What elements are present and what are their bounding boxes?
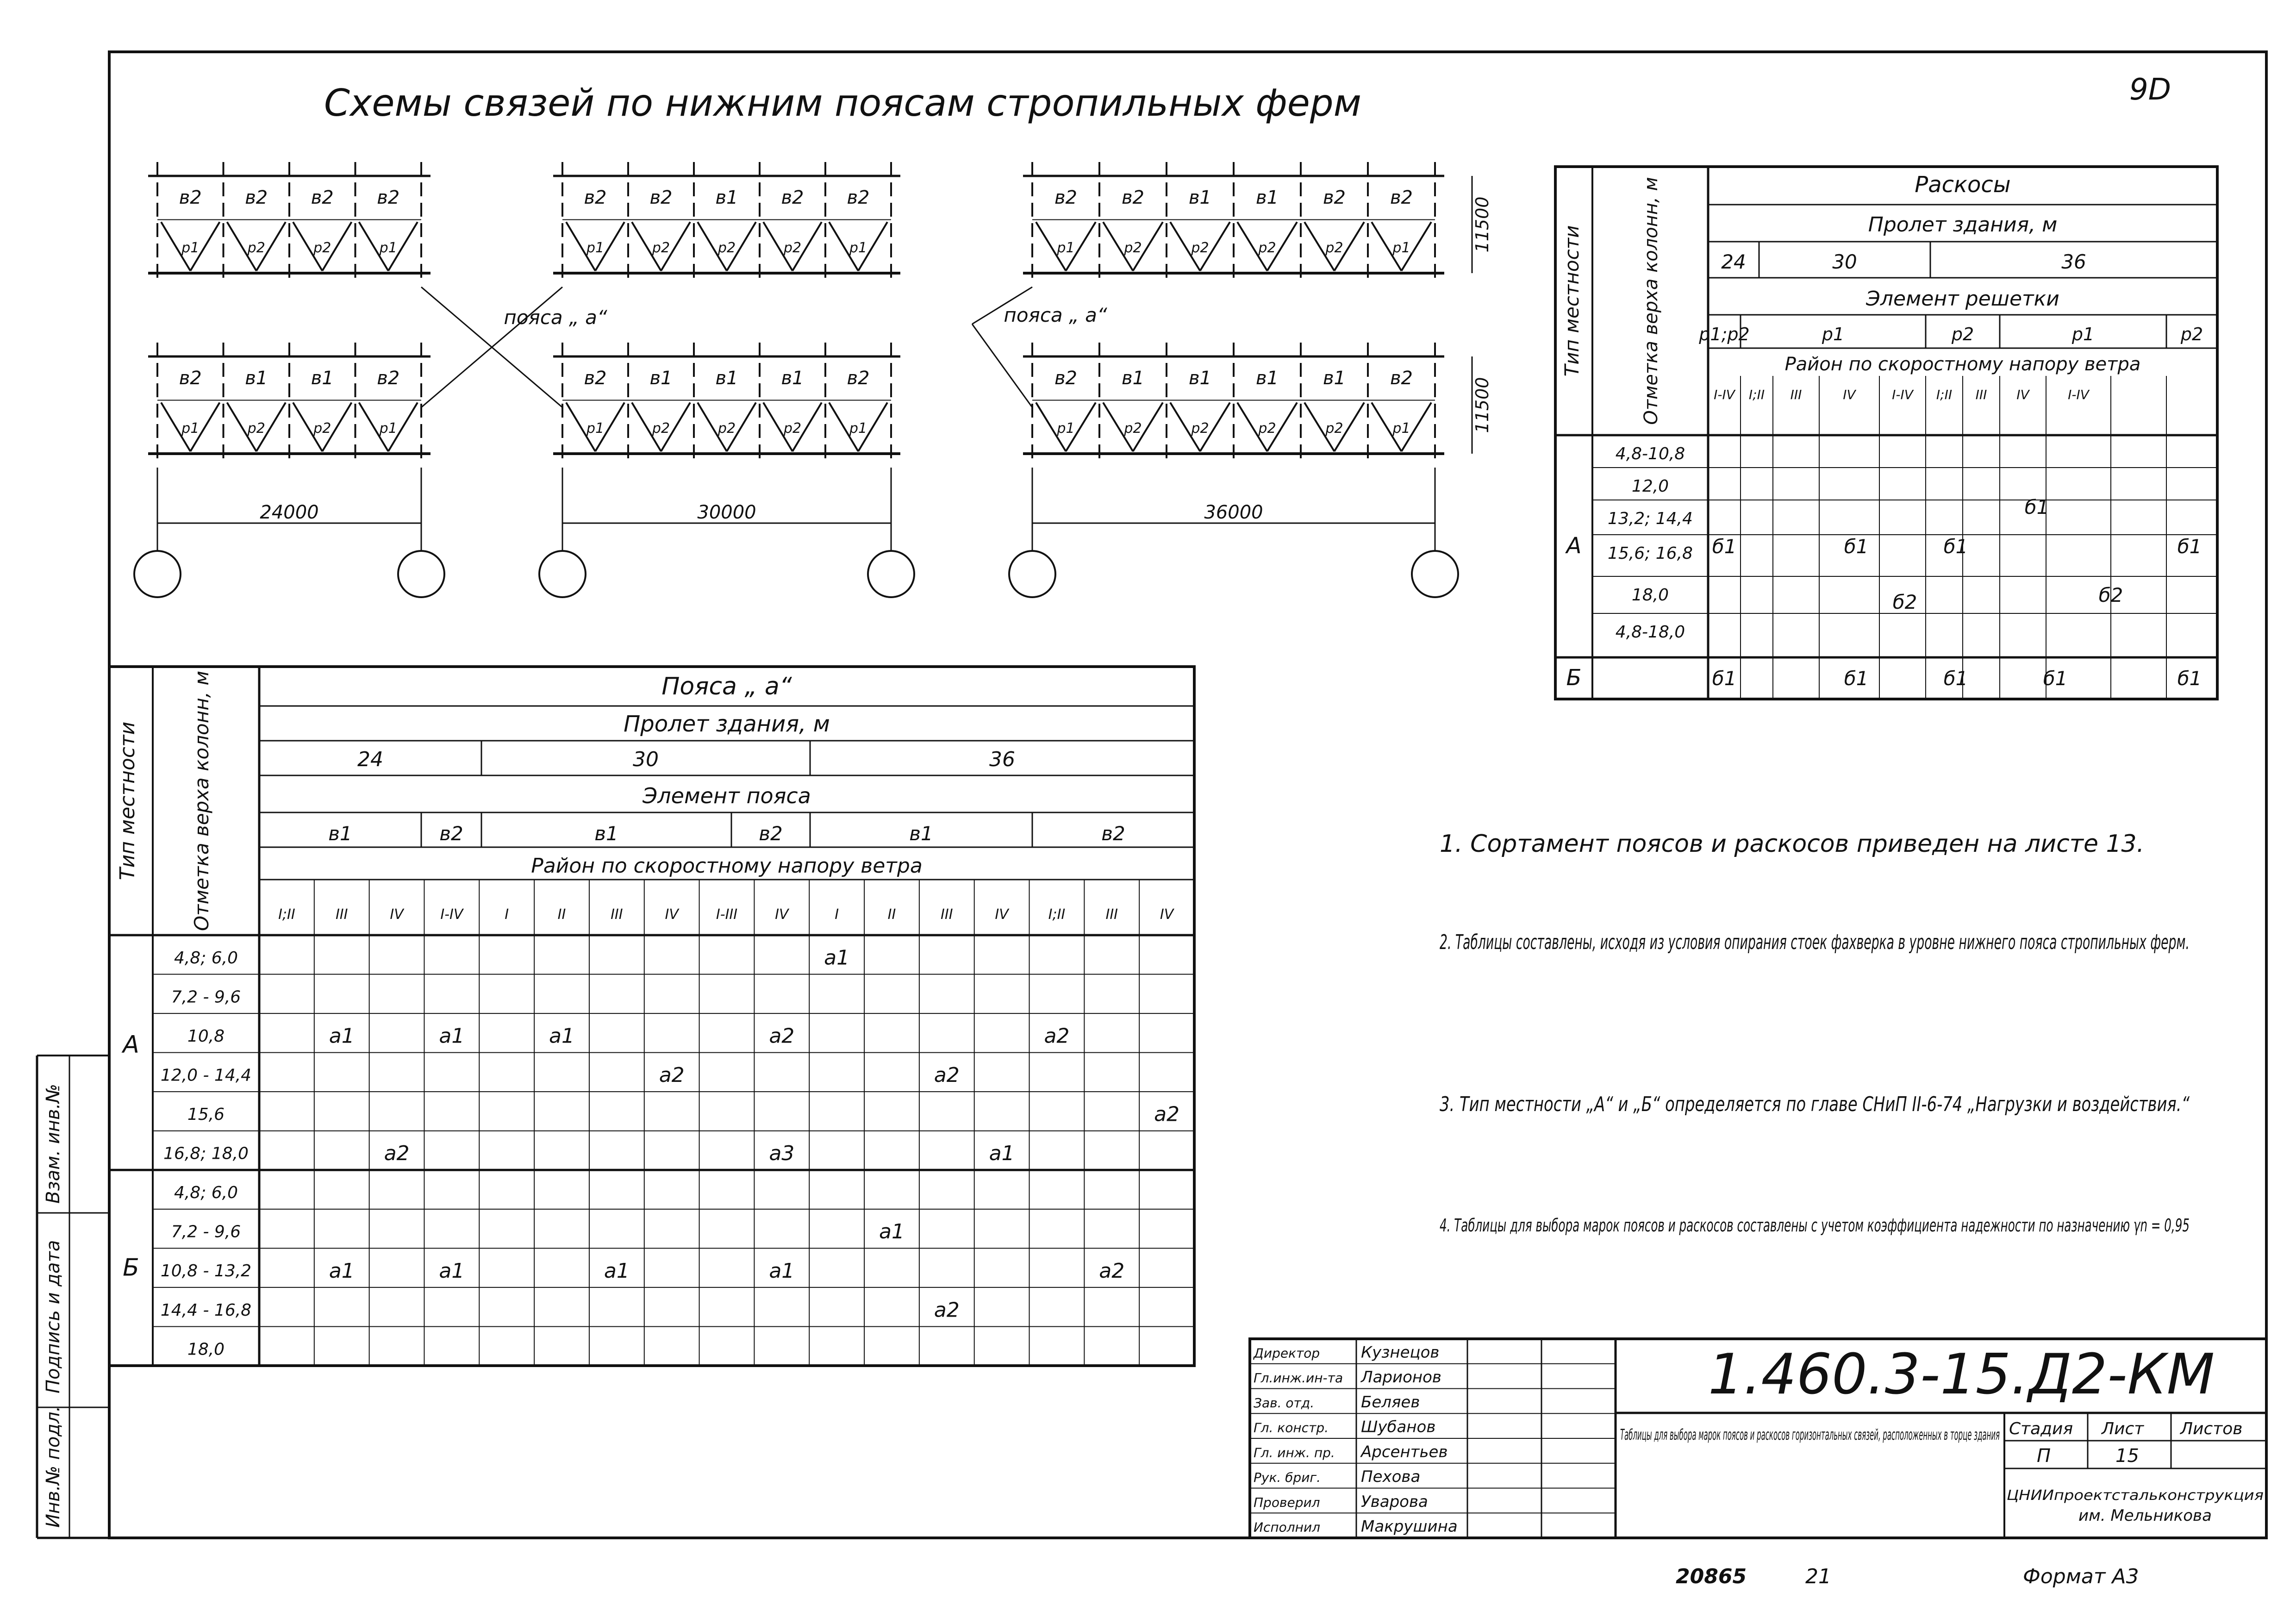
role-label: Директор: [1254, 1345, 1320, 1361]
braces-row-mark: 4,8-18,0: [1615, 623, 1685, 642]
role-label: Гл. констр.: [1254, 1420, 1329, 1436]
belts-cell: а1: [769, 1259, 795, 1283]
belts-header-element: Элемент пояса: [643, 783, 811, 808]
belts-cell: а2: [769, 1024, 795, 1048]
chord-mark: в1: [245, 368, 268, 389]
belts-region: I;II: [278, 906, 295, 923]
vertical-dimension: 11500: [1472, 196, 1492, 253]
braces-type-A: А: [1566, 533, 1582, 559]
diagonal-mark: р1: [181, 240, 200, 256]
column-axis-marker: [1412, 551, 1458, 597]
braces-cell: б1: [1943, 667, 1968, 690]
diagonal-mark: р2: [313, 420, 331, 437]
braces-cell: б1: [1712, 667, 1737, 690]
span-30: 30: [1832, 250, 1857, 273]
belts-row-mark: 15,6: [187, 1105, 225, 1124]
belts-cell: а1: [879, 1220, 905, 1244]
belts-cell: а1: [604, 1259, 630, 1283]
organization: ЦНИИпроектстальконструкция: [2007, 1487, 2264, 1504]
diagonal-mark: р1: [849, 240, 867, 256]
belts-cell: а1: [989, 1142, 1015, 1166]
chord-mark: в2: [377, 187, 400, 208]
diagonal-mark: р1: [586, 240, 605, 256]
role-label: Проверил: [1254, 1494, 1320, 1510]
diagonal-mark: р2: [1191, 240, 1209, 256]
diagonal-mark: р1: [1392, 420, 1410, 437]
diagonal-mark: р2: [1191, 420, 1209, 437]
diagonal-mark: р2: [652, 420, 670, 437]
vertical-dimension: 11500: [1472, 377, 1492, 433]
chord-mark: в2: [1054, 187, 1078, 208]
belts-row-mark: 16,8; 18,0: [163, 1144, 249, 1163]
braces-header-main: Раскосы: [1915, 172, 2011, 198]
braces-cell: б1: [2043, 667, 2068, 690]
scheme-1: [134, 162, 444, 597]
belts-element: в1: [328, 822, 352, 845]
chord-mark: в2: [781, 187, 804, 208]
stage-value: П: [2037, 1445, 2051, 1467]
braces-element: р1: [2071, 324, 2095, 344]
span-24: 24: [1721, 250, 1746, 273]
diagonal-mark: р1: [1392, 240, 1410, 256]
page-title: Схемы связей по нижним поясам стропильных ферм: [324, 81, 1361, 125]
belt-callout-1: пояса „ а“: [504, 306, 607, 329]
braces-header-region: Район по скоростному напору ветра: [1784, 354, 2141, 375]
belts-cell: а1: [824, 946, 850, 970]
belts-cell: а1: [549, 1024, 575, 1048]
belts-row-mark: 4,8; 6,0: [174, 1183, 238, 1203]
belts-region: I: [835, 906, 839, 923]
span-label: 30000: [697, 502, 756, 523]
braces-region: IV: [2016, 387, 2029, 402]
note-3: 3. Тип местности „А“ и „Б“ определяется по главе СНиП II-6-74 „Нагрузки и воздействия.“: [1440, 1093, 2190, 1116]
braces-region: I;II: [1936, 387, 1953, 402]
diagonal-mark: р2: [783, 420, 802, 437]
belts-region: I;II: [1048, 906, 1066, 923]
braces-row-mark: 4,8-10,8: [1615, 444, 1685, 463]
diagonal-mark: р2: [1258, 420, 1276, 437]
scheme-3: [1009, 162, 1458, 597]
chord-mark: в2: [1390, 368, 1413, 389]
belts-header-span: Пролет здания, м: [624, 711, 830, 737]
belts-row-mark: 10,8: [187, 1026, 225, 1046]
belts-cell: а2: [934, 1063, 960, 1087]
braces-cell: б2: [2098, 584, 2123, 606]
belts-region: I-IV: [440, 906, 463, 923]
belts-cell: а2: [384, 1142, 410, 1166]
braces-cell: б1: [1943, 535, 1968, 558]
belts-row-mark: 7,2 - 9,6: [171, 987, 241, 1007]
diagonal-mark: р2: [313, 240, 331, 256]
chord-mark: в2: [847, 368, 870, 389]
braces-type-B: Б: [1566, 665, 1582, 691]
drawing-code: 1.460.3-15.Д2-КМ: [1708, 1343, 2215, 1407]
belts-header-main: Пояса „ а“: [661, 673, 792, 700]
belts-cell: а1: [439, 1024, 465, 1048]
belts-cell: а1: [439, 1259, 465, 1283]
braces-cell: б1: [2177, 535, 2202, 558]
name-label: Ларионов: [1361, 1368, 1441, 1387]
belts-cell: а2: [1099, 1259, 1125, 1283]
belts-row-mark: 12,0 - 14,4: [160, 1066, 252, 1085]
diagonal-mark: р1: [379, 420, 397, 437]
belts-element: в2: [759, 822, 783, 845]
name-label: Беляев: [1361, 1393, 1420, 1412]
chord-mark: в2: [311, 187, 334, 208]
braces-table: [1555, 167, 2217, 699]
role-label: Рук. бриг.: [1254, 1470, 1321, 1486]
name-label: Арсентьев: [1361, 1443, 1448, 1462]
sheet-frame: [109, 52, 2266, 1538]
role-label: Зав. отд.: [1254, 1395, 1315, 1411]
name-label: Шубанов: [1361, 1418, 1436, 1437]
belts-header-region: Район по скоростному напору ветра: [531, 854, 923, 878]
chord-mark: в2: [179, 187, 202, 208]
diagonal-mark: р2: [1124, 240, 1142, 256]
name-label: Макрушина: [1361, 1517, 1458, 1536]
diagonal-mark: р2: [247, 240, 265, 256]
braces-element: р2: [1951, 324, 1974, 344]
braces-element: р1: [1822, 324, 1845, 344]
belts-region: IV: [665, 906, 679, 923]
chord-mark: в1: [1188, 368, 1212, 389]
sheet-value: 15: [2115, 1445, 2139, 1467]
braces-region: IV: [1843, 387, 1856, 402]
chord-mark: в1: [1255, 187, 1279, 208]
stage-label: Стадия: [2009, 1419, 2073, 1438]
organization-sub: им. Мельникова: [2078, 1506, 2212, 1525]
belts-element: в1: [909, 822, 933, 845]
title-block: [1250, 1339, 2266, 1588]
diagonal-mark: р2: [247, 420, 265, 437]
braces-element: р1;р2: [1699, 324, 1750, 344]
column-axis-marker: [398, 551, 444, 597]
notes: [1440, 830, 2190, 1236]
sheet-label: Лист: [2102, 1419, 2144, 1438]
belts-cell: а2: [659, 1063, 685, 1087]
belts-row-mark: 7,2 - 9,6: [171, 1222, 241, 1242]
span-30: 30: [633, 748, 659, 771]
belts-region: IV: [390, 906, 404, 923]
belts-region: II: [887, 906, 896, 923]
belts-region: IV: [995, 906, 1009, 923]
diagonal-mark: р2: [718, 240, 736, 256]
braces-cell: б1: [2177, 667, 2202, 690]
belts-region: III: [335, 906, 348, 923]
braces-region: I-IV: [1892, 387, 1913, 402]
belts-head-mark: Отметка верха колонн, м: [190, 670, 213, 931]
belts-row-mark: 4,8; 6,0: [174, 948, 238, 968]
braces-cell: б1: [1844, 667, 1869, 690]
diagonal-mark: р2: [1325, 240, 1343, 256]
belts-element: в2: [1101, 822, 1125, 845]
belts-region: I-III: [716, 906, 738, 923]
name-label: Уварова: [1361, 1492, 1428, 1511]
braces-row-mark: 18,0: [1631, 586, 1669, 605]
name-label: Пехова: [1361, 1468, 1421, 1487]
braces-region: I-IV: [1714, 387, 1735, 402]
braces-element: р2: [2180, 324, 2203, 344]
diagonal-mark: р1: [849, 420, 867, 437]
chord-mark: в2: [377, 368, 400, 389]
braces-head-mark: Отметка верха колонн, м: [1641, 177, 1662, 425]
page-number: 21: [1805, 1565, 1831, 1588]
chord-mark: в2: [1054, 368, 1078, 389]
chord-mark: в1: [1188, 187, 1212, 208]
belts-region: IV: [775, 906, 789, 923]
diagonal-mark: р2: [1258, 240, 1276, 256]
span-label: 36000: [1204, 502, 1263, 523]
span-36: 36: [989, 748, 1015, 771]
bracing-schemes: [134, 162, 1492, 597]
belts-cell: а1: [329, 1024, 355, 1048]
belts-cell: а1: [329, 1259, 355, 1283]
belts-element: в1: [594, 822, 618, 845]
belts-cell: а2: [1044, 1024, 1070, 1048]
span-36: 36: [2061, 250, 2086, 273]
chord-mark: в1: [1121, 368, 1145, 389]
note-2: 2. Таблицы составлены, исходя из условия опирания стоек фахверка в уровне нижнего пояса стропильных ферм.: [1440, 931, 2190, 954]
note-1: 1. Сортамент поясов и раскосов приведен на листе 13.: [1440, 830, 2145, 858]
diagonal-mark: р2: [783, 240, 802, 256]
chord-mark: в2: [584, 187, 607, 208]
role-label: Гл. инж. пр.: [1254, 1445, 1335, 1461]
belts-head-type: Тип местности: [116, 721, 139, 881]
chord-mark: в1: [781, 368, 804, 389]
chord-mark: в2: [649, 187, 673, 208]
diagonal-mark: р1: [586, 420, 605, 437]
drawing-description: Таблицы для выбора марок поясов и раскосов горизонтальных связей, расположенных в торце здания: [1620, 1426, 2000, 1443]
inventory-number: 20865: [1676, 1565, 1747, 1588]
chord-mark: в2: [847, 187, 870, 208]
belts-cell: а3: [769, 1142, 795, 1166]
chord-mark: в2: [179, 368, 202, 389]
belts-row-mark: 14,4 - 16,8: [160, 1300, 252, 1320]
chord-mark: в1: [649, 368, 673, 389]
braces-region: III: [1790, 387, 1802, 402]
braces-head-type: Тип местности: [1560, 225, 1583, 377]
belts-cell: а2: [934, 1298, 960, 1322]
belts-table: [109, 667, 1194, 1366]
braces-region: I-IV: [2068, 387, 2089, 402]
belts-region: III: [611, 906, 623, 923]
chord-mark: в1: [1255, 368, 1279, 389]
column-axis-marker: [868, 551, 914, 597]
chord-mark: в1: [1323, 368, 1346, 389]
diagonal-mark: р2: [1124, 420, 1142, 437]
braces-region: I;II: [1748, 387, 1765, 402]
braces-row-mark: 12,0: [1631, 477, 1669, 496]
belts-region: III: [1105, 906, 1118, 923]
column-axis-marker: [539, 551, 586, 597]
role-label: Исполнил: [1254, 1519, 1321, 1535]
chord-mark: в1: [715, 187, 738, 208]
diagonal-mark: р2: [1325, 420, 1343, 437]
belts-table-frame: [109, 667, 1194, 1366]
belts-region: III: [941, 906, 953, 923]
belt-callout-2: пояса „ а“: [1004, 304, 1107, 326]
braces-cell: б1: [1712, 535, 1737, 558]
span-24: 24: [357, 748, 383, 771]
belts-type-B: Б: [123, 1254, 139, 1282]
role-label: Гл.инж.ин-та: [1254, 1370, 1343, 1386]
chord-mark: в2: [245, 187, 268, 208]
format-label: Формат А3: [2023, 1565, 2139, 1588]
scheme-2: [539, 162, 914, 597]
belts-row-mark: 10,8 - 13,2: [160, 1262, 252, 1281]
diagonal-mark: р1: [1057, 240, 1075, 256]
chord-mark: в2: [1323, 187, 1346, 208]
note-4: 4. Таблицы для выбора марок поясов и раскосов составлены с учетом коэффициента надежности по назначению γn = 0,95: [1440, 1215, 2190, 1236]
column-axis-marker: [1009, 551, 1055, 597]
braces-header-element: Элемент решетки: [1866, 287, 2059, 311]
diagonal-mark: р2: [718, 420, 736, 437]
diagonal-mark: р1: [379, 240, 397, 256]
chord-mark: в1: [715, 368, 738, 389]
diagonal-mark: р1: [1057, 420, 1075, 437]
belt-connector: [972, 324, 1032, 407]
belts-region: I: [505, 906, 509, 923]
chord-mark: в2: [1390, 187, 1413, 208]
corner-mark: 9D: [2129, 73, 2171, 107]
braces-row-mark: 15,6; 16,8: [1608, 544, 1693, 563]
belts-cell: а2: [1154, 1102, 1180, 1126]
braces-header-span: Пролет здания, м: [1868, 213, 2058, 237]
column-axis-marker: [134, 551, 181, 597]
braces-cell: б1: [1844, 535, 1869, 558]
braces-region: III: [1975, 387, 1987, 402]
name-label: Кузнецов: [1361, 1343, 1440, 1362]
chord-mark: в2: [1121, 187, 1145, 208]
sheets-label: Листов: [2180, 1419, 2243, 1438]
braces-cell: б2: [1892, 591, 1917, 613]
diagonal-mark: р1: [181, 420, 200, 437]
chord-mark: в2: [584, 368, 607, 389]
diagonal-mark: р2: [652, 240, 670, 256]
belts-element: в2: [439, 822, 463, 845]
span-label: 24000: [260, 502, 319, 523]
side-stamp-1: Инв.№ подл.: [43, 1405, 64, 1528]
belts-region: II: [557, 906, 566, 923]
belts-row-mark: 18,0: [187, 1340, 225, 1359]
belts-region: IV: [1160, 906, 1174, 923]
side-stamp-2: Подпись и дата: [43, 1240, 64, 1393]
braces-cell: б1: [2024, 496, 2049, 518]
braces-row-mark: 13,2; 14,4: [1608, 509, 1693, 528]
side-stamp-3: Взам. инв.№: [43, 1084, 64, 1204]
belts-type-A: А: [123, 1031, 139, 1059]
chord-mark: в1: [311, 368, 334, 389]
